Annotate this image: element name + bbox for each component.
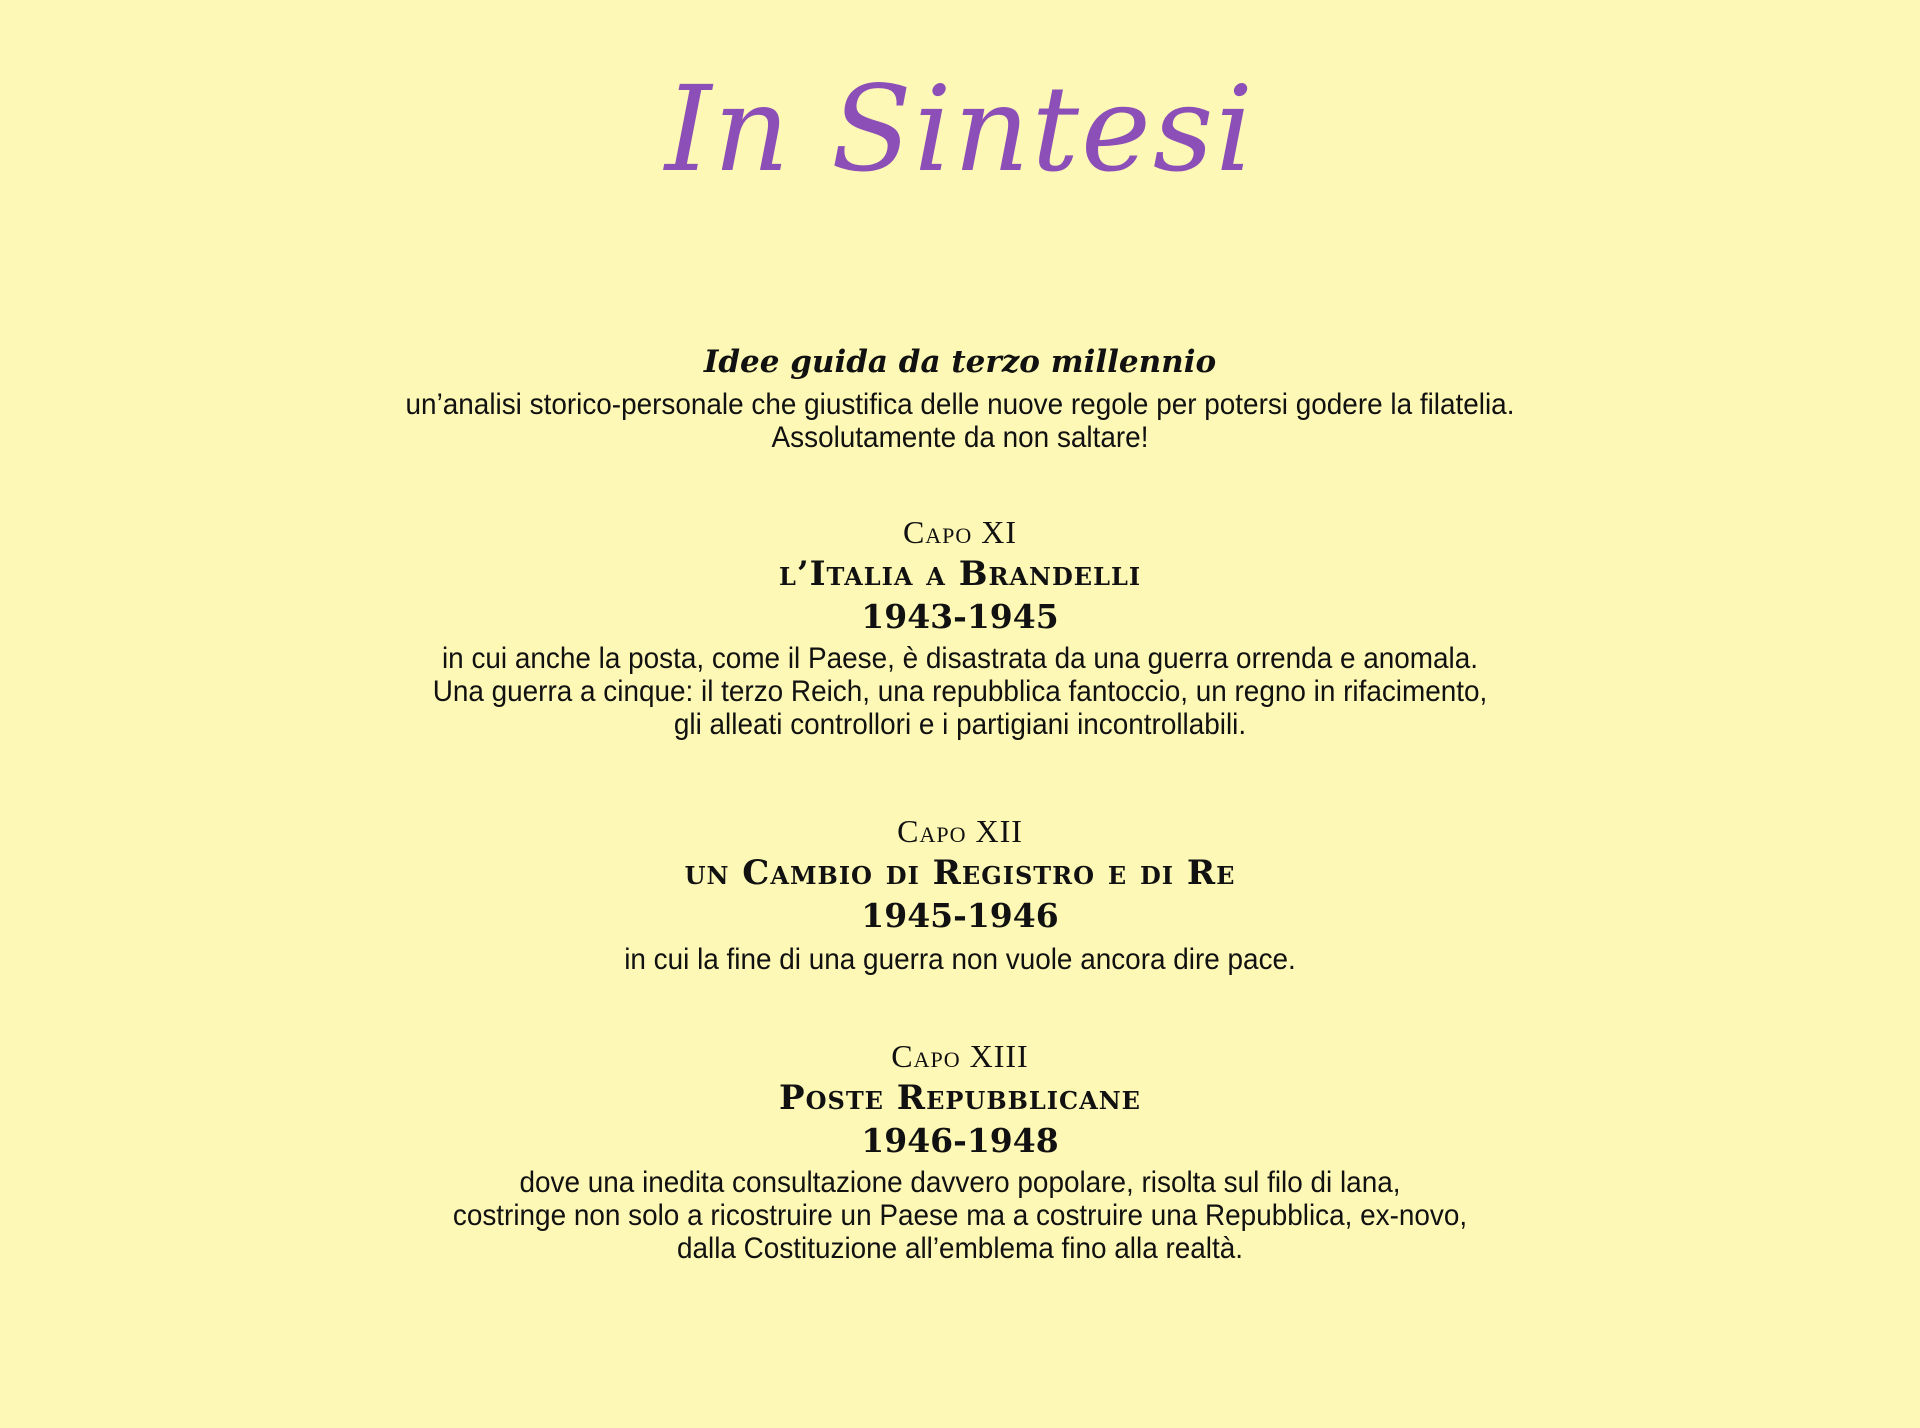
intro-line: Assolutamente da non saltare! [771,421,1149,454]
chapter-xiii [0,1036,1920,1265]
chapter-description-line: in cui anche la posta, come il Paese, è disastrata da una guerra orrenda e anomala. [441,642,1479,675]
chapter-description-line: dove una inedita consultazione davvero popolare, risolta sul filo di lana, [519,1166,1401,1199]
chapter-years: 1946-1948 [861,1121,1059,1160]
intro-line: un’analisi storico-personale che giustifica delle nuove regole per potersi godere la filatelia. [405,388,1515,421]
chapter-years: 1945-1946 [861,896,1059,935]
intro-title: Idee guida da terzo millennio [703,344,1217,380]
chapter-title: un Cambio di Registro e di Re [684,853,1236,893]
chapter-title: l’Italia a Brandelli [778,554,1142,594]
chapter-number: Capo XI [902,514,1018,550]
chapter-xi [0,512,1920,741]
chapter-xii [0,811,1920,976]
chapter-description-line: in cui la fine di una guerra non vuole ancora dire pace. [624,943,1296,976]
chapter-description-line: gli alleati controllori e i partigiani incontrollabili. [673,708,1247,741]
chapter-title: Poste Repubblicane [779,1078,1141,1118]
chapter-years: 1943-1945 [861,597,1059,636]
intro-section [0,342,1920,454]
chapter-number: Capo XIII [891,1038,1029,1074]
chapter-description-line: dalla Costituzione all’emblema fino alla realtà. [676,1232,1244,1265]
chapter-description-line: Una guerra a cinque: il terzo Reich, una repubblica fantoccio, un regno in rifacimento, [432,675,1488,708]
chapter-description-line: costringe non solo a ricostruire un Paese ma a costruire una Repubblica, ex-novo, [452,1199,1468,1232]
chapter-number: Capo XII [897,813,1023,849]
page-heading: In Sintesi [664,60,1256,198]
